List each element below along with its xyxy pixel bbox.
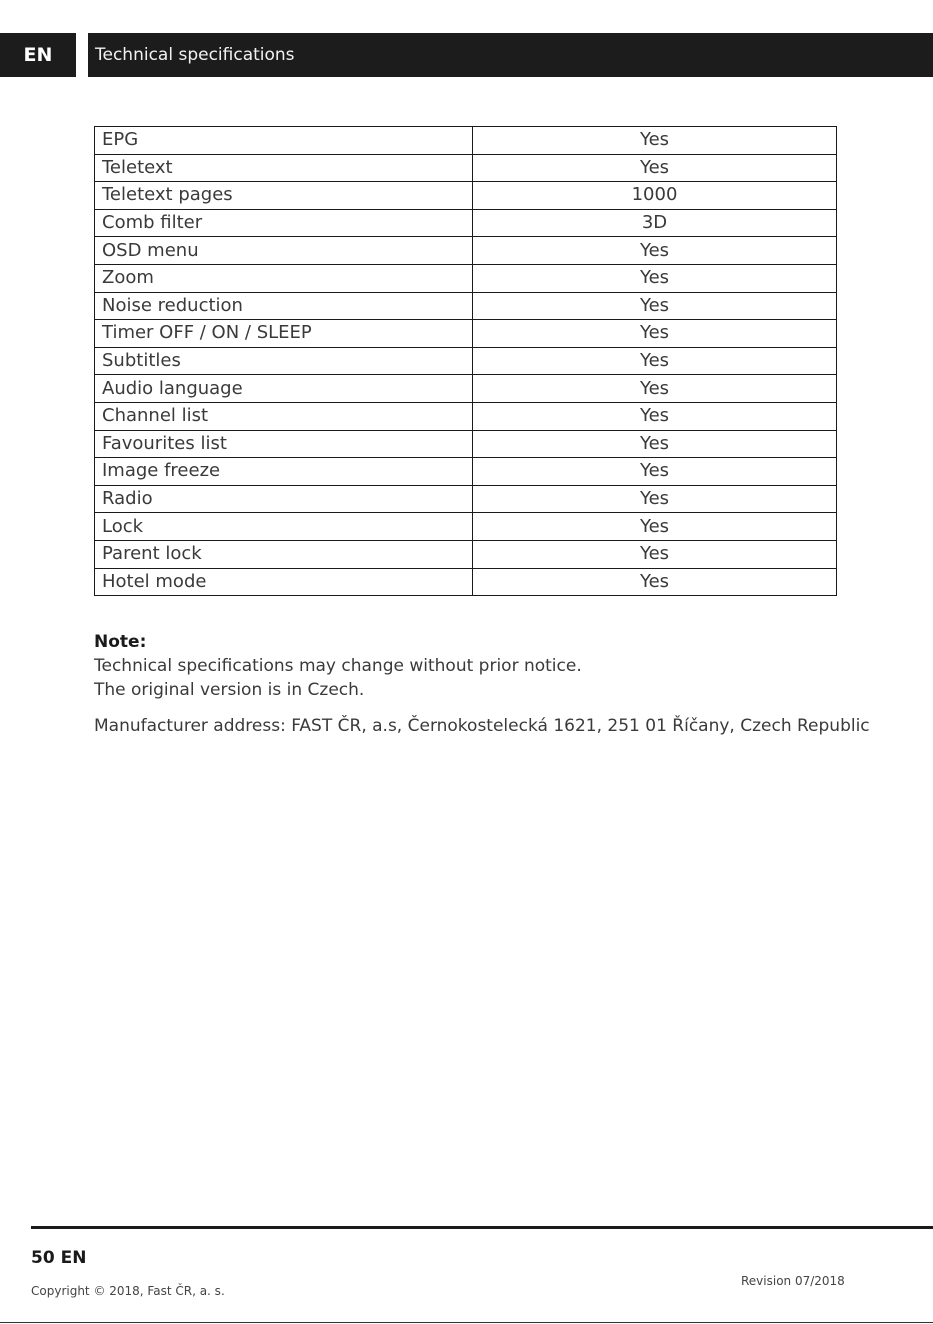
spec-label: OSD menu (95, 237, 473, 265)
revision-text: Revision 07/2018 (741, 1274, 845, 1288)
table-row (95, 182, 837, 210)
spec-label: Zoom (95, 264, 473, 292)
spec-value: Yes (473, 237, 837, 265)
table-row (95, 540, 837, 568)
spec-value: Yes (473, 568, 837, 596)
spec-label: Favourites list (95, 430, 473, 458)
spec-label: Noise reduction (95, 292, 473, 320)
page-header (0, 33, 933, 77)
spec-label: Lock (95, 513, 473, 541)
table-row (95, 292, 837, 320)
spec-label: Hotel mode (95, 568, 473, 596)
spec-label: Timer OFF / ON / SLEEP (95, 320, 473, 348)
spec-label: Teletext pages (95, 182, 473, 210)
spec-label: Parent lock (95, 540, 473, 568)
note-title: Note: (94, 632, 147, 652)
spec-value: Yes (473, 513, 837, 541)
spec-label: Audio language (95, 375, 473, 403)
spec-value: Yes (473, 347, 837, 375)
table-row (95, 375, 837, 403)
manufacturer-address: Manufacturer address: FAST ČR, a.s, Černokostelecká 1621, 251 01 Říčany, Czech Republic (94, 716, 870, 736)
copyright-text: Copyright © 2018, Fast ČR, a. s. (31, 1284, 225, 1298)
spec-label: Radio (95, 485, 473, 513)
table-row (95, 347, 837, 375)
spec-label: Subtitles (95, 347, 473, 375)
table-row (95, 127, 837, 155)
table-row (95, 458, 837, 486)
table-row (95, 568, 837, 596)
spec-value: Yes (473, 154, 837, 182)
spec-value: Yes (473, 402, 837, 430)
spec-label: Comb filter (95, 209, 473, 237)
spec-label: Teletext (95, 154, 473, 182)
specs-table-body (95, 127, 837, 596)
table-row (95, 485, 837, 513)
spec-value: Yes (473, 485, 837, 513)
spec-label: Image freeze (95, 458, 473, 486)
table-row (95, 430, 837, 458)
table-row (95, 209, 837, 237)
table-row (95, 237, 837, 265)
spec-value: Yes (473, 375, 837, 403)
spec-label: EPG (95, 127, 473, 155)
spec-value: Yes (473, 540, 837, 568)
spec-value: 3D (473, 209, 837, 237)
table-row (95, 513, 837, 541)
spec-value: 1000 (473, 182, 837, 210)
spec-value: Yes (473, 292, 837, 320)
spec-value: Yes (473, 127, 837, 155)
section-title: Technical specifications (88, 33, 933, 77)
spec-value: Yes (473, 264, 837, 292)
table-row (95, 402, 837, 430)
table-row (95, 264, 837, 292)
language-badge: EN (0, 33, 76, 77)
table-row (95, 320, 837, 348)
note-change-notice: Technical specifications may change without prior notice. (94, 656, 582, 676)
spec-label: Channel list (95, 402, 473, 430)
specs-table (94, 126, 837, 596)
footer-divider (31, 1226, 933, 1229)
spec-value: Yes (473, 320, 837, 348)
table-row (95, 154, 837, 182)
spec-value: Yes (473, 458, 837, 486)
page-number: 50 EN (31, 1248, 87, 1268)
spec-value: Yes (473, 430, 837, 458)
bottom-divider (0, 1322, 933, 1323)
note-original-language: The original version is in Czech. (94, 680, 365, 700)
